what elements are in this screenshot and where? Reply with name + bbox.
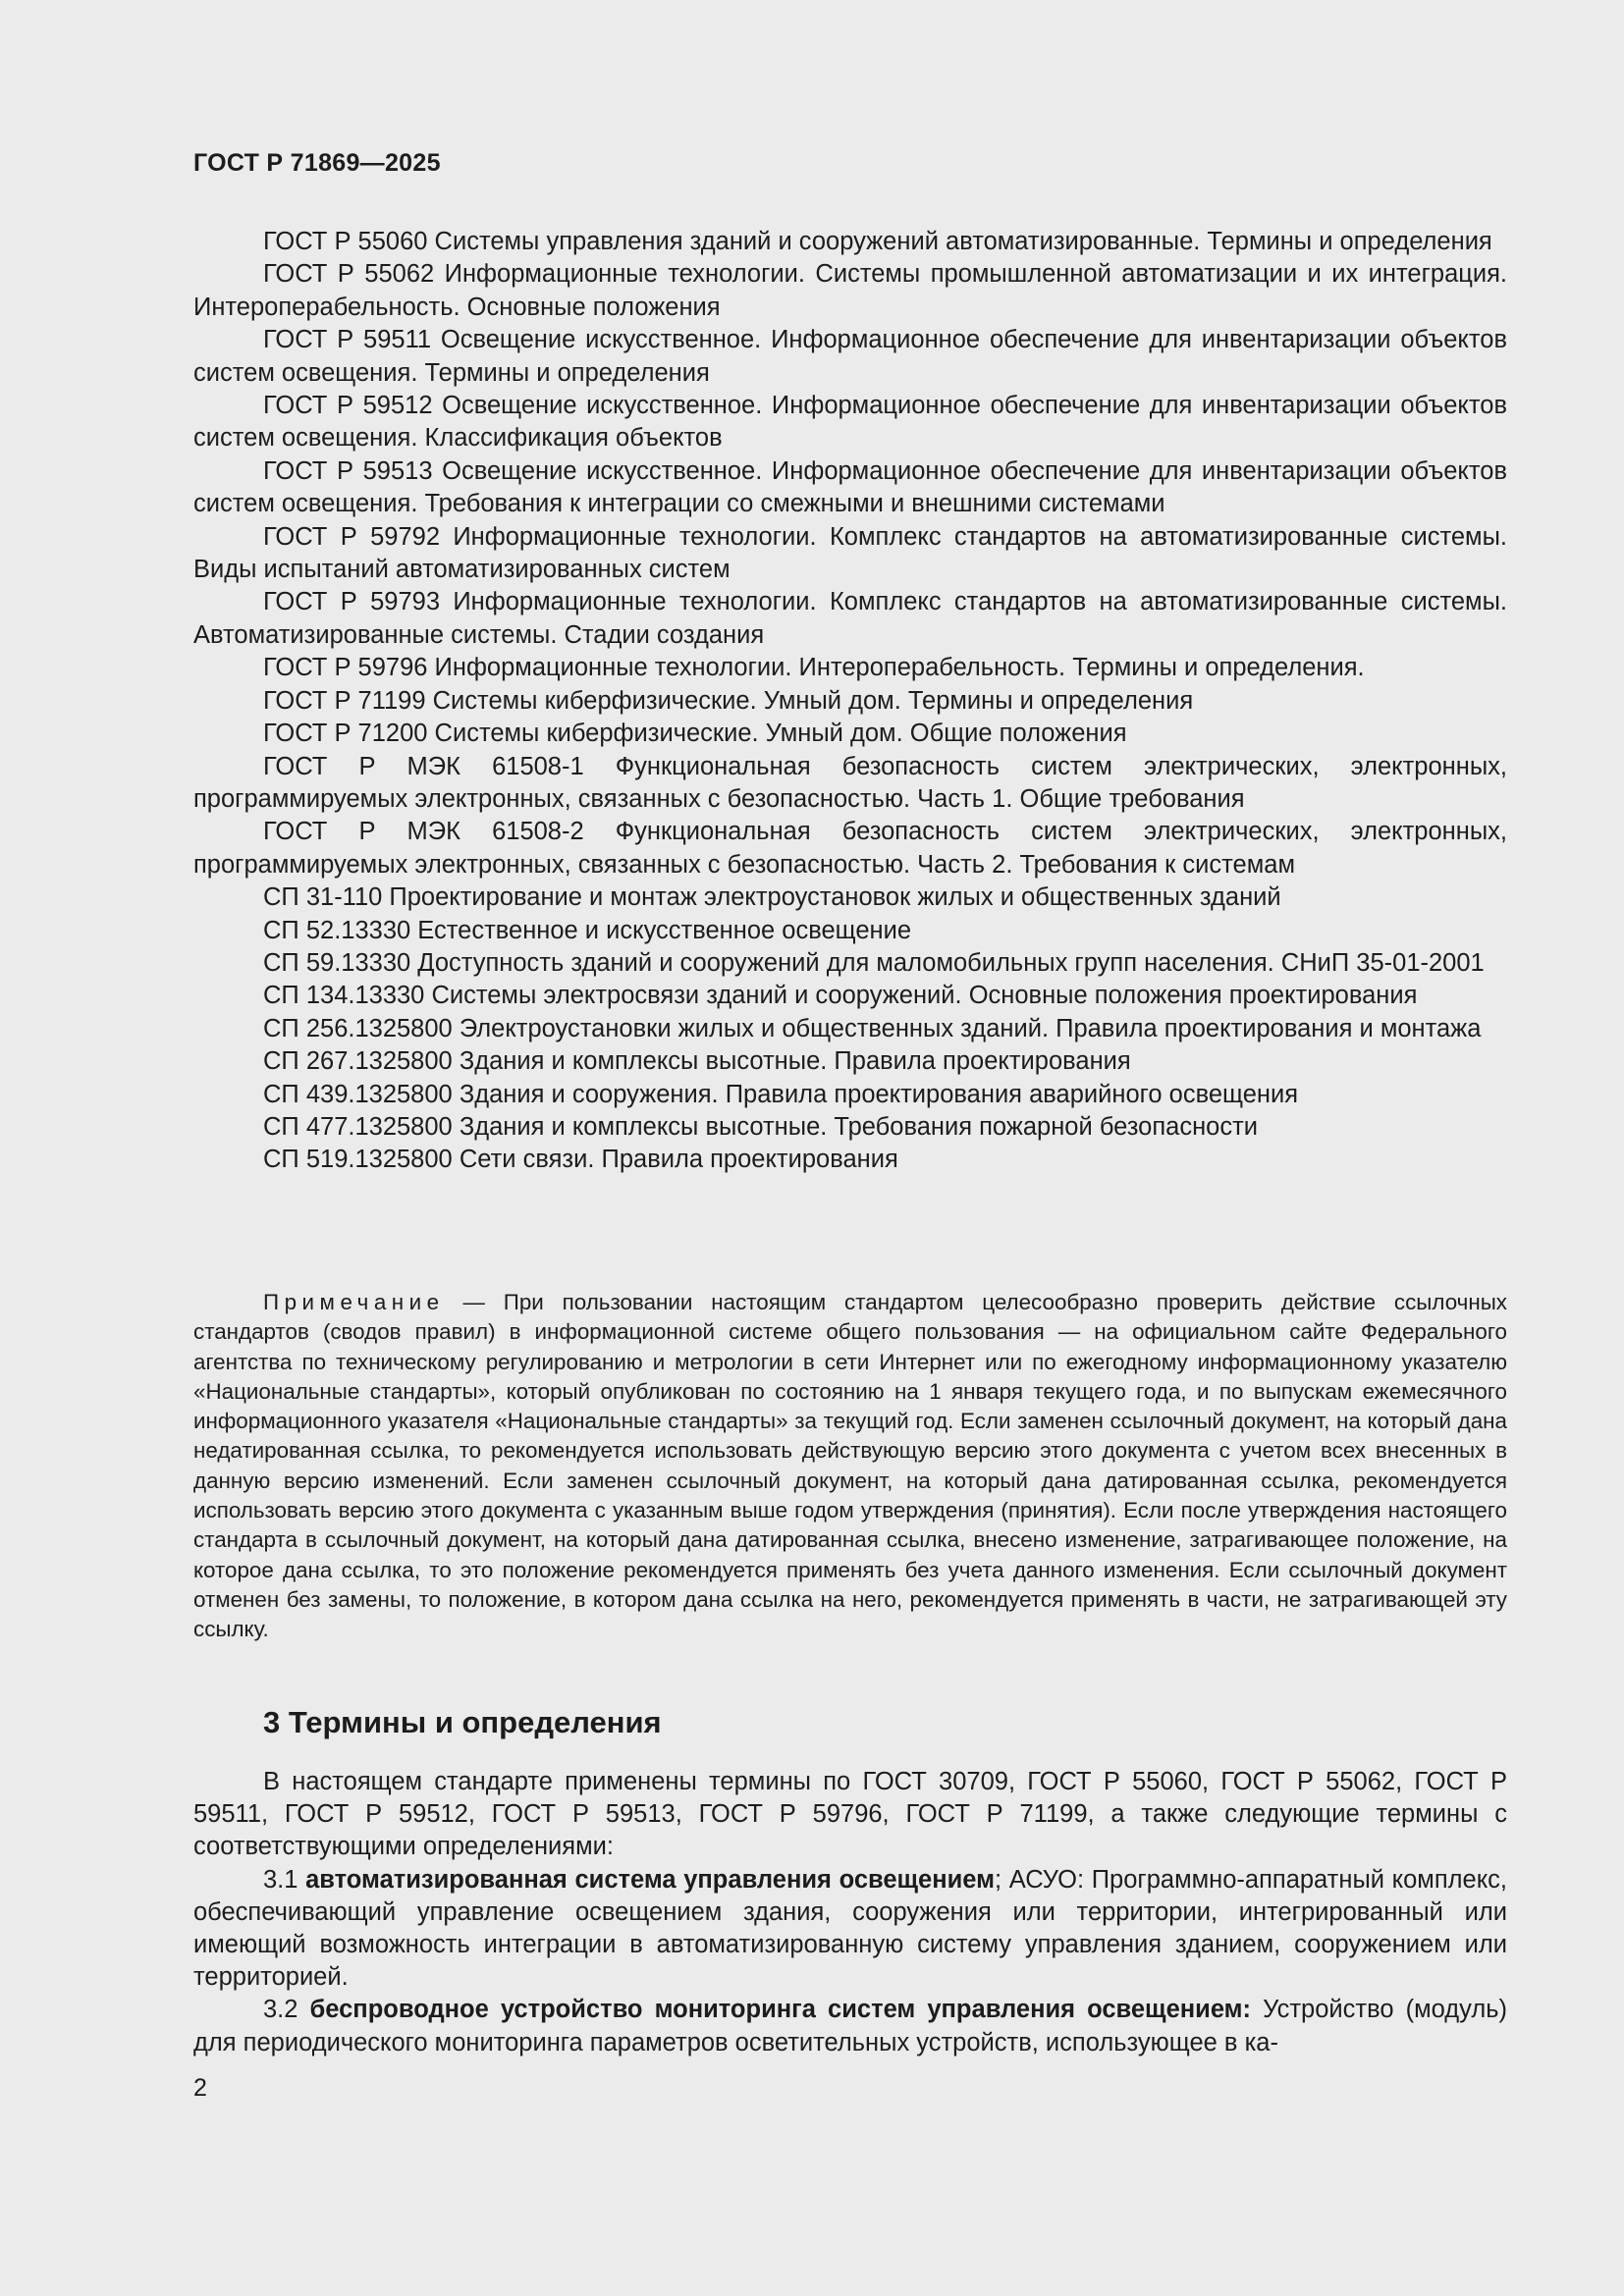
note-block (193, 1288, 1507, 1645)
reference-item: СП 267.1325800 Здания и комплексы высотные. Правила проектирования (263, 1047, 1131, 1076)
term-name: беспроводное устройство мониторинга систем управления освещением: (309, 1996, 1252, 2024)
term-number: 3.2 (263, 1996, 310, 2024)
reference-item: ГОСТ Р 55062 Информационные технологии. Системы промышленной автоматизации и их интеграция. Интероперабельность. Основные положения (193, 260, 1507, 321)
reference-item: СП 52.13330 Естественное и искусственное освещение (263, 916, 912, 944)
reference-item: ГОСТ Р 59796 Информационные технологии. Интероперабельность. Термины и определения. (263, 654, 1365, 682)
note-label: Примечание (263, 1290, 445, 1314)
reference-item: СП 31-110 Проектирование и монтаж электроустановок жилых и общественных зданий (263, 883, 1281, 912)
section-intro: В настоящем стандарте применены термины по ГОСТ 30709, ГОСТ Р 55060, ГОСТ Р 55062, ГОСТ Р 59511, ГОСТ Р 59512, ГОСТ Р 59513, ГОСТ Р 59796, ГОСТ Р 71199, а также следующие термины с соответствующими определениями: (193, 1768, 1507, 1861)
reference-item: ГОСТ Р 71199 Системы киберфизические. Умный дом. Термины и определения (263, 686, 1194, 715)
reference-item: СП 59.13330 Доступность зданий и сооружений для маломобильных групп населения. СНиП 35-01-2001 (263, 948, 1485, 977)
document-header: ГОСТ Р 71869—2025 (193, 149, 441, 177)
reference-item: ГОСТ Р МЭК 61508-2 Функциональная безопасность систем электрических, электронных, программируемых электронных, связанных с безопасностью. Часть 2. Требования к системам (193, 818, 1507, 879)
term-number: 3.1 (263, 1865, 306, 1894)
reference-item: СП 439.1325800 Здания и сооружения. Правила проектирования аварийного освещения (263, 1080, 1299, 1108)
section-body (193, 1766, 1507, 2059)
reference-item: ГОСТ Р 59513 Освещение искусственное. Информационное обеспечение для инвентаризации объектов систем освещения. Требования к интеграции со смежными и внешними системами (193, 456, 1507, 518)
section-title: 3 Термины и определения (263, 1705, 662, 1739)
reference-item: ГОСТ Р МЭК 61508-1 Функциональная безопасность систем электрических, электронных, программируемых электронных, связанных с безопасностью. Часть 1. Общие требования (193, 752, 1507, 813)
reference-item: ГОСТ Р 59512 Освещение искусственное. Информационное обеспечение для инвентаризации объектов систем освещения. Классификация объектов (193, 392, 1507, 453)
page-number: 2 (193, 2074, 207, 2102)
normative-references-list (193, 226, 1507, 1177)
term-definition: ; АСУО: Программно-аппаратный комплекс, обеспечивающий управление освещением здания, сооружения или территории, интегрированный или имеющий возможность интеграции в автоматизированную систему управления зданием, сооружением или территорией. (193, 1865, 1507, 1992)
reference-item: ГОСТ Р 59792 Информационные технологии. Комплекс стандартов на автоматизированные системы. Виды испытаний автоматизированных систем (193, 522, 1507, 584)
term-entry (193, 1994, 1507, 2058)
reference-item: ГОСТ Р 55060 Системы управления зданий и сооружений автоматизированные. Термины и определения (263, 228, 1492, 255)
term-name: автоматизированная система управления освещением (305, 1865, 996, 1894)
note-paragraph (193, 1288, 1507, 1645)
reference-item: СП 519.1325800 Сети связи. Правила проектирования (263, 1146, 898, 1174)
reference-item: СП 477.1325800 Здания и комплексы высотные. Требования пожарной безопасности (263, 1112, 1259, 1141)
note-text: — При пользовании настоящим стандартом целесообразно проверить действие ссылочных стандартов (сводов правил) в информационной системе общего пользования — на официальном сайте Федерального агентства по техническому регулированию и метрологии в сети Интернет или по ежегодному информационному указателю «Национальные стандарты», который опубликован по состоянию на 1 января текущего года, и по выпускам ежемесячного информационного указателя «Национальные стандарты» за текущий год. Если заменен ссылочный документ, на который дана недатированная ссылка, то рекомендуется использовать действующую версию этого документа с учетом всех внесенных в данную версию изменений. Если заменен ссылочный документ, на который дана датированная ссылка, рекомендуется использовать версию этого документа с указанным выше годом утверждения (принятия). Если после утверждения настоящего стандарта в ссылочный документ, на который дана датированная ссылка, внесено изменение, затрагивающее положение, на которое дана ссылка, то это положение рекомендуется применять без учета данного изменения. Если ссылочный документ отменен без замены, то положение, в котором дана ссылка на него, рекомендуется применять в части, не затрагивающей эту ссылку. (193, 1290, 1507, 1642)
reference-item: ГОСТ Р 59793 Информационные технологии. Комплекс стандартов на автоматизированные системы. Автоматизированные системы. Стадии создания (193, 588, 1507, 649)
reference-item: СП 134.13330 Системы электросвязи зданий и сооружений. Основные положения проектирования (263, 982, 1418, 1010)
reference-item: ГОСТ Р 71200 Системы киберфизические. Умный дом. Общие положения (263, 720, 1127, 748)
term-definition: Устройство (модуль) для периодического мониторинга параметров осветительных устройств, использующее в ка- (193, 1996, 1507, 2056)
reference-item: СП 256.1325800 Электроустановки жилых и общественных зданий. Правила проектирования и монтажа (263, 1014, 1482, 1042)
term-entry (193, 1864, 1507, 1995)
reference-item: ГОСТ Р 59511 Освещение искусственное. Информационное обеспечение для инвентаризации объектов систем освещения. Термины и определения (193, 326, 1507, 387)
